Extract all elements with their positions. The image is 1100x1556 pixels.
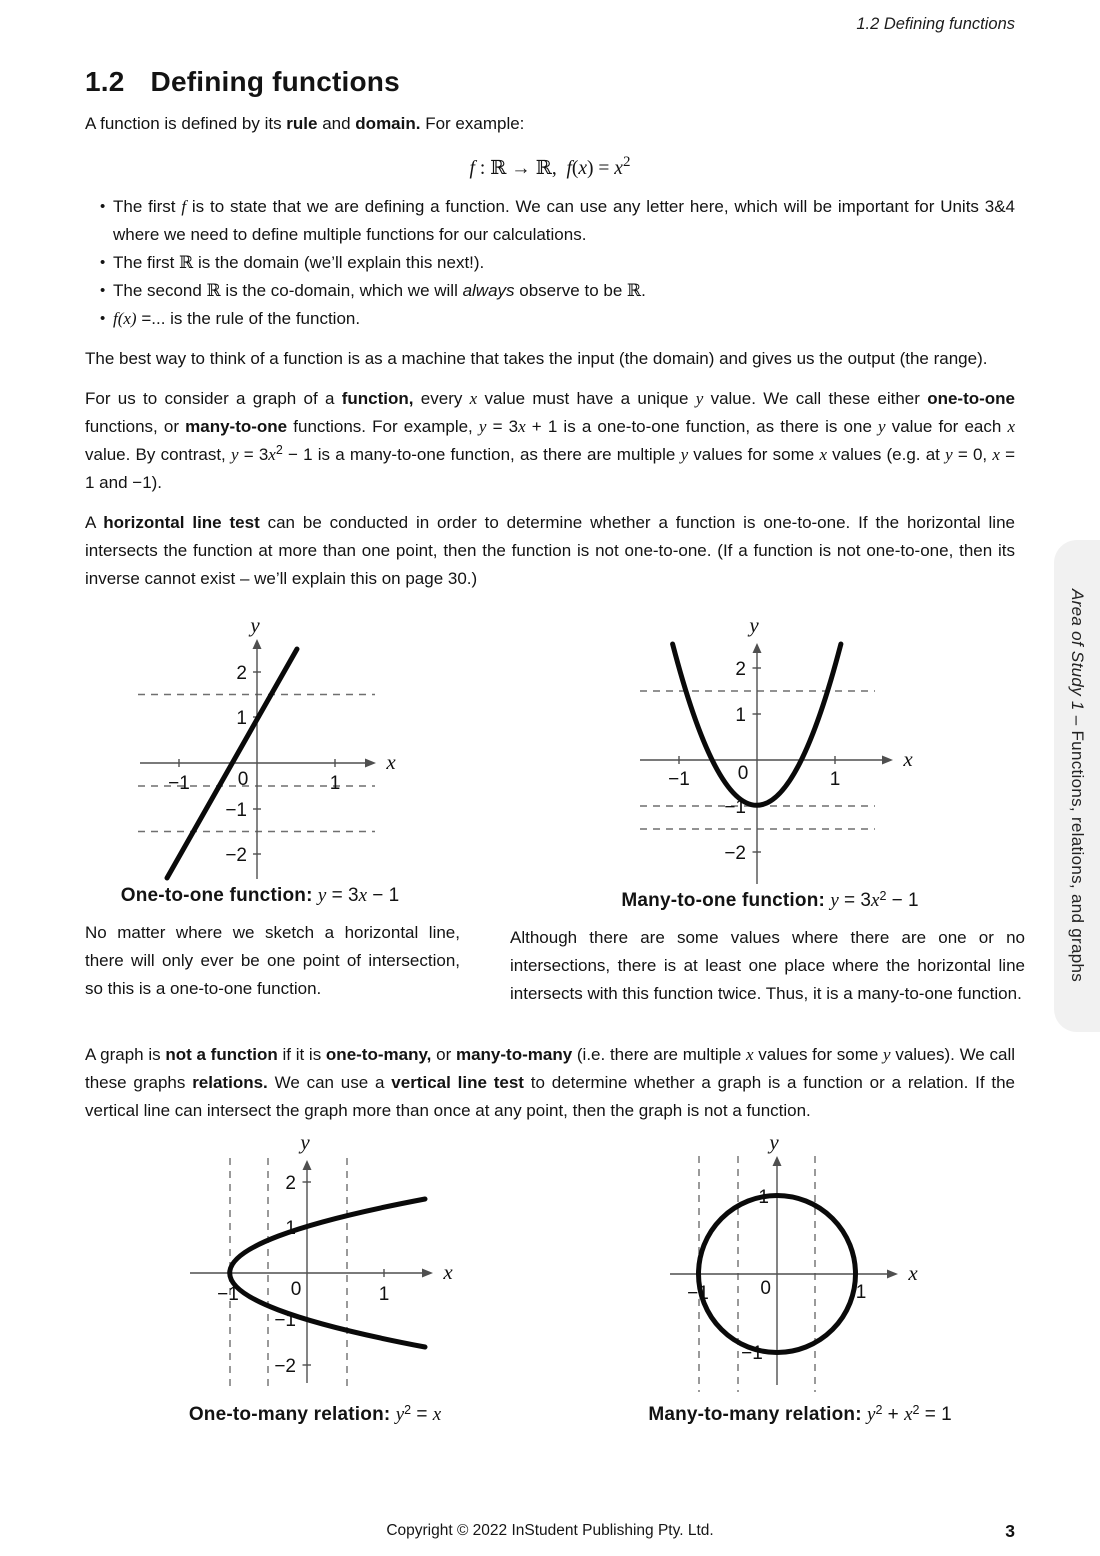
- figure-caption-many-to-many: Many-to-many relation: $y^2 + x^2 = 1$: [648, 1403, 952, 1425]
- svg-text:0: 0: [737, 763, 749, 784]
- formula-function-definition: f : ℝ → ℝ, $f(x) = x^2$: [469, 154, 631, 179]
- svg-text:−1: −1: [225, 800, 247, 821]
- svg-text:2: 2: [285, 1173, 296, 1194]
- svg-text:1: 1: [285, 1218, 296, 1239]
- svg-text:2: 2: [735, 659, 746, 680]
- figure-row-relations: [85, 1135, 1015, 1426]
- x-axis-label: x: [903, 747, 913, 771]
- bullet-icon: •: [100, 198, 106, 215]
- svg-text:−2: −2: [274, 1356, 296, 1377]
- svg-text:−1: −1: [724, 797, 746, 818]
- graph-one-to-many-sideways-parabola: [160, 1135, 470, 1400]
- y-axis-label: y: [749, 613, 759, 637]
- svg-text:−1: −1: [217, 1284, 239, 1305]
- x-axis-label: x: [908, 1261, 918, 1285]
- list-item: • The first f is to state that we are defining a function. We can use any letter here, which will be important for Units 3&4 where we need to define multiple functions for our calculations.: [85, 193, 1015, 249]
- paragraph-relations: A graph is not a function if it is one-to-many, or many-to-many (i.e. there are multiple x values for some y values). We call these graphs relations. We can use a vertical line test to determine whether a graph is a function or a relation. If the vertical line can intersect the graph more than once at any point, then the graph is not a function.: [85, 1045, 1016, 1120]
- axes: [190, 1160, 433, 1383]
- axes: [140, 639, 376, 879]
- note-many-to-one: Although there are some values where there are one or no intersections, there is at least one place where the horizontal line intersects with this function twice. Thus, it is a many-to-one function.: [510, 928, 1025, 1003]
- list-item: • The first ℝ is the domain (we’ll explain this next!).: [85, 249, 1015, 277]
- svg-text:−1: −1: [741, 1343, 763, 1364]
- exponent: 2: [879, 889, 887, 903]
- paragraph-intro: A function is defined by its rule and domain. For example:: [85, 114, 525, 133]
- paragraph-function-types: For us to consider a graph of a function, every x value must have a unique y value. We call these either one-to-one functions, or many-to-one functions. For example, y = 3x + 1 is a one-to-one function, as there is one y value for each x value. By contrast, $y = 3x^2 - 1$ is a many-to-one function, as there are multiple y values for some x values (e.g. at y = 0, x = 1 and −1).: [85, 389, 1016, 492]
- exponent: 2: [404, 1403, 412, 1417]
- svg-text:0: 0: [290, 1279, 302, 1300]
- bullet-icon: •: [100, 282, 106, 299]
- paragraph-machine: The best way to think of a function is as a machine that takes the input (the domain) and gives us the output (the range).: [85, 349, 988, 368]
- figure-caption-one-to-one: One-to-one function: y = 3x − 1: [120, 885, 400, 906]
- footer-copyright: Copyright © 2022 InStudent Publishing Pty. Ltd.: [386, 1522, 714, 1539]
- list-item: • f(x) =... is the rule of the function.: [85, 305, 1015, 333]
- svg-text:1: 1: [855, 1282, 867, 1303]
- svg-text:−1: −1: [274, 1310, 296, 1331]
- section-number: 1.2: [85, 66, 125, 97]
- figure-column-many-to-one: [500, 608, 1025, 1025]
- svg-text:1: 1: [829, 769, 841, 790]
- y-axis-label: y: [769, 1135, 779, 1154]
- svg-text:−2: −2: [225, 845, 247, 866]
- svg-text:1: 1: [378, 1284, 390, 1305]
- x-axis-label: x: [386, 750, 396, 774]
- bullet-list: [85, 193, 1015, 333]
- chapter-side-tab: [1054, 540, 1100, 1032]
- section-heading: [85, 66, 1015, 98]
- svg-text:−1: −1: [668, 769, 690, 790]
- x-axis-label: x: [443, 1260, 453, 1284]
- y-axis-label: y: [300, 1135, 310, 1154]
- y-axis-label: y: [250, 613, 260, 637]
- exponent: 2: [275, 443, 283, 457]
- figure-column-one-to-one: [85, 608, 500, 1025]
- running-head: 1.2 Defining functions: [856, 15, 1015, 33]
- svg-text:−1: −1: [687, 1283, 709, 1304]
- axes: [640, 643, 893, 884]
- svg-text:1: 1: [758, 1187, 769, 1208]
- svg-text:−2: −2: [724, 843, 746, 864]
- figure-column-many-to-many: [500, 1135, 1015, 1426]
- figure-caption-many-to-one: Many-to-one function: $y = 3x^2 - 1$: [621, 889, 919, 911]
- list-item: • The second ℝ is the co-domain, which we will always observe to be ℝ.: [85, 277, 1015, 305]
- paragraph-horizontal-line-test: A horizontal line test can be conducted in order to determine whether a function is one-to-one. If the horizontal line intersects the function at more than one point, then the function is not one-to-one. (If a function is not one-to-one, then its inverse cannot exist – we’ll explain this on page 30.): [85, 513, 1015, 588]
- graph-many-to-one-parabola: [605, 608, 1025, 886]
- svg-text:−1: −1: [168, 773, 190, 794]
- figure-column-one-to-many: [85, 1135, 500, 1426]
- bullet-icon: •: [100, 254, 106, 271]
- figure-caption-one-to-many: One-to-many relation: $y^2 = x$: [188, 1403, 442, 1425]
- svg-text:1: 1: [236, 708, 247, 729]
- page-number: 3: [1005, 1521, 1015, 1541]
- section-title: Defining functions: [150, 66, 400, 97]
- bullet-icon: •: [100, 310, 106, 327]
- exponent: 2: [912, 1403, 920, 1417]
- chapter-side-tab-label: Area of Study 1 – Functions, relations, and graphs: [1068, 589, 1087, 983]
- exponent: 2: [875, 1403, 883, 1417]
- exponent: 2: [622, 154, 631, 170]
- tick-labels: [217, 1135, 453, 1377]
- svg-text:0: 0: [760, 1278, 771, 1299]
- tick-labels: [168, 613, 396, 866]
- figure-row-functions: [85, 608, 1025, 1025]
- svg-text:1: 1: [735, 705, 746, 726]
- svg-text:1: 1: [329, 773, 341, 794]
- graph-many-to-many-circle: [640, 1135, 960, 1400]
- note-one-to-one: No matter where we sketch a horizontal line, there will only ever be one point of intersection, so this is a one-to-one function.: [85, 923, 460, 998]
- svg-text:2: 2: [236, 663, 247, 684]
- svg-text:0: 0: [237, 769, 249, 790]
- graph-one-to-one-line: [110, 608, 410, 881]
